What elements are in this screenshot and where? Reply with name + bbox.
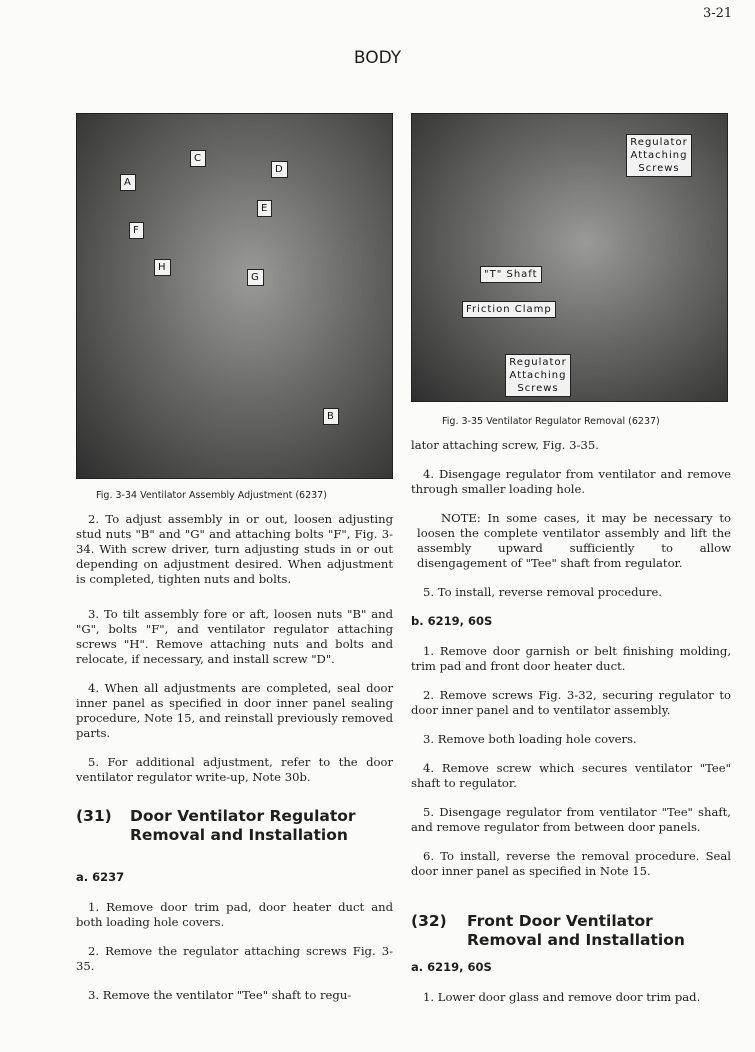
paragraph: 4. Disengage regulator from ventilator and remove through smaller loading hole. [411, 467, 731, 496]
paragraph: lator attaching screw, Fig. 3-35. [411, 438, 599, 452]
label-c: C [190, 150, 206, 167]
paragraph: 4. When all adjustments are completed, seal door inner panel as specified in door inner panel sealing procedure, Note 15, and reinstall previously removed parts. [76, 681, 393, 740]
note: NOTE: In some cases, it may be necessary to loosen the complete ventilator assembly and lift the assembly upward sufficiently to allow disengagement of "Tee" shaft from regulator. [417, 511, 731, 570]
paragraph: 5. To install, reverse removal procedure. [423, 585, 663, 599]
heading-line: Door Ventilator Regulator [130, 807, 356, 825]
section-title: BODY [353, 48, 402, 68]
label-t-shaft: "T" Shaft [480, 266, 542, 283]
subsection-a: a. 6237 [76, 870, 125, 884]
heading-line: Front Door Ventilator [467, 912, 653, 930]
subsection-b: b. 6219, 60S [411, 614, 493, 628]
label-regulator-screws-bottom: Regulator Attaching Screws [505, 354, 571, 397]
section-number: (32) [411, 912, 447, 930]
page-number: 3-21 [703, 6, 733, 21]
label-d: D [271, 161, 288, 178]
label-g: G [247, 269, 264, 286]
heading-line: Removal and Installation [130, 826, 348, 844]
fig-3-34-caption: Fig. 3-34 Ventilator Assembly Adjustment (6237) [96, 490, 327, 501]
section-31-heading [76, 807, 393, 845]
paragraph: 3. Remove the ventilator "Tee" shaft to regu- [88, 988, 352, 1002]
paragraph: 3. Remove both loading hole covers. [423, 732, 637, 746]
fig-3-35-caption: Fig. 3-35 Ventilator Regulator Removal (6237) [442, 416, 660, 427]
paragraph: 3. To tilt assembly fore or aft, loosen nuts "B" and "G", bolts "F", and ventilator regulator attaching screws "H". Remove attaching nuts and bolts and relocate, if necessary, and install screw "D". [76, 607, 393, 666]
paragraph: 5. For additional adjustment, refer to the door ventilator regulator write-up, Note 30b. [76, 755, 393, 784]
paragraph: 2. Remove the regulator attaching screws Fig. 3-35. [76, 944, 393, 973]
section-number: (31) [76, 807, 112, 825]
paragraph: 1. Remove door garnish or belt finishing molding, trim pad and front door heater duct. [411, 644, 731, 673]
paragraph: 6. To install, reverse the removal procedure. Seal door inner panel as specified in Note 15. [411, 849, 731, 878]
section-32-heading [411, 912, 731, 950]
paragraph: 4. Remove screw which secures ventilator "Tee" shaft to regulator. [411, 761, 731, 790]
paragraph: 2. To adjust assembly in or out, loosen adjusting stud nuts "B" and "G" and attaching bolts "F", Fig. 3-34. With screw driver, turn adjusting studs in or out depending on adjustment desired. When adjustment is completed, tighten nuts and bolts. [76, 512, 393, 586]
paragraph: 1. Lower door glass and remove door trim pad. [423, 990, 701, 1004]
label-regulator-screws-top: Regulator Attaching Screws [626, 134, 692, 177]
label-b: B [323, 408, 339, 425]
label-f: F [129, 222, 144, 239]
label-friction-clamp: Friction Clamp [462, 301, 556, 318]
heading-line: Removal and Installation [467, 931, 685, 949]
paragraph: 2. Remove screws Fig. 3-32, securing regulator to door inner panel and to ventilator assembly. [411, 688, 731, 717]
subsection-a: a. 6219, 60S [411, 960, 492, 974]
label-h: H [154, 259, 171, 276]
paragraph: 1. Remove door trim pad, door heater duct and both loading hole covers. [76, 900, 393, 929]
label-a: A [120, 174, 136, 191]
fig-3-35-photo [411, 113, 728, 402]
label-e: E [257, 200, 272, 217]
paragraph: 5. Disengage regulator from ventilator "Tee" shaft, and remove regulator from between door panels. [411, 805, 731, 834]
fig-3-34-photo [76, 113, 393, 479]
